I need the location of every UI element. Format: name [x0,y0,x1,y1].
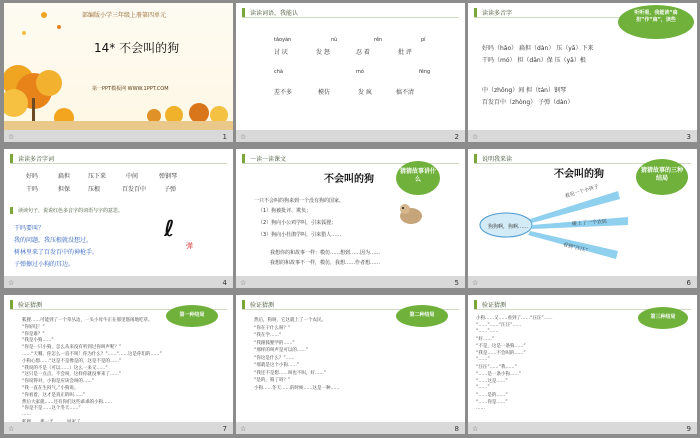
story-line: “你是谁？” [22,331,45,337]
slide-number: 8 [454,425,459,433]
divider [242,17,459,18]
story-line: 小狗心想……“这是不是像是的，这是不是的……” [22,358,122,364]
story-line: 狐狸……可能到了一个草丛边，一头小母牛正在那里悠闲地吃草。 [22,318,153,323]
slide-number: 6 [686,279,691,287]
slide-footer [468,130,697,142]
slide-number: 7 [222,425,227,433]
slide-thumbnail-3[interactable] [468,3,697,142]
story-line: “你好哇！” [22,324,45,330]
speech-bubble [396,305,448,327]
story-line: 然后大家就……还有你们这些乖乖的小狗…… [22,399,112,405]
slide-thumbnail-8[interactable] [236,295,465,434]
slide-number: 1 [222,133,227,141]
slide-footer [468,422,697,434]
star-icon: ☆ [8,279,15,287]
story-line: “你是一只小狗，怎么从来没有听到过你叫声呢？” [22,345,122,351]
story-line: “我在学……” [254,333,282,338]
calligraphy-char-icon: ℓ [164,217,175,242]
story-line: 小狗……又……看到了……“汪汪”…… [476,316,553,321]
story-line: （2）狗向小公鸡学叫，引来狐狸； [258,220,337,226]
slide-header: 读读词语，我能认 [242,8,298,17]
autumn-trees-illustration [4,3,233,142]
story-line: “我说的不是（可以……）这么一来又……” [22,365,108,371]
story-line: “……”……“汪汪”…… [476,323,522,328]
story-line: “我跟狐狸学的……” [254,340,295,346]
divider [10,163,227,164]
word: 中间 [126,173,139,180]
story-line: 然后，狗呀，它这就上了一个农民。 [254,318,326,323]
star-icon: ☆ [8,425,15,433]
story-line: …… [476,406,485,411]
story-line: “我一直在生闷气。”小狗说。 [22,386,79,391]
bubble-text: 第三种结局 [650,314,676,320]
pinyin: pí [421,37,426,43]
story-line: “我还不是想……叫也不叫，好……” [254,370,327,376]
star-icon: ☆ [472,133,479,141]
story-line: “……你是……” [476,400,508,405]
slide-header: 读读多音字词 [10,154,54,163]
story-line: ……“天哪，你怎么一直不叫！你为什么？”……“……这是你们的……” [22,352,162,357]
slide-footer [236,422,465,434]
story-line: “你这是什么？”…… [254,355,295,361]
story-line: “你说得对，小狗是应该会叫的……” [22,379,95,385]
bubble-text: 猜猜故事的三种结局 [640,167,683,182]
slide-number: 9 [686,425,691,433]
mindmap-branch: 碰上了一个农民 [571,218,608,228]
star-icon: ☆ [8,133,15,141]
star-icon: ☆ [240,279,247,287]
bubble-text: 听听看，我能读“扁担”作“扁”，读些 [634,10,678,23]
sentence: 树林里来了百发百中的神枪手。 [14,249,99,256]
story-line: 小狗……冬天……的时候……这是一种…… [254,385,340,391]
slide-footer [236,130,465,142]
slide-footer [4,130,233,142]
slide-header: 说明我来读 [474,154,512,163]
story-line: “不是，这是一条狗……” [476,344,526,349]
slide-thumbnail-9[interactable] [468,295,697,434]
word: 好吗 [26,173,39,180]
story-line: “你是不是……这个冬天……” [22,406,81,412]
story-line: 一只不会叫的狗来到一个没有狗的国家。 [254,198,345,204]
story-line: “好……” [476,337,495,342]
story-line: “是的，狗了吗？” [254,378,291,383]
slide-subheader: 读读句子，说说红色多音字的词语与字的意思。 [10,207,123,214]
story-line: “那样的叫声是可以的……” [254,348,309,353]
pinyin: tǎoyàn [274,37,292,43]
slide-header: 验证猜测 [474,300,506,309]
slide-thumbnail-6[interactable] [468,149,697,288]
story-line: “……” [476,357,490,362]
star-icon: ☆ [472,279,479,287]
slide-footer [4,422,233,434]
story-line: …… [22,412,31,418]
word: 子弹 [164,186,177,193]
slide-number: 4 [222,279,227,287]
word: 差不多 [274,89,293,96]
word: 干吗 [26,186,39,193]
slide-thumbnail-7[interactable] [4,295,233,434]
speech-bubble [638,307,688,329]
story-line: 我想你的和故事一样：模仿……想到……因为…… [270,250,381,256]
story-line: “……”…… [476,329,499,334]
speech-bubble [166,305,218,327]
slide-header: 验证猜测 [242,300,274,309]
slide-header: 验证猜测 [10,300,42,309]
dog-illustration [396,201,426,225]
slide-1-site: 第一PPT模板网 WWW.1PPT.COM [92,86,169,92]
sentence: 我的问题，我压根就没想过。 [14,237,93,244]
story-line: “我是……不会叫的……” [476,351,526,356]
word: 发 怒 [316,49,330,56]
slide-thumbnail-1[interactable] [4,3,233,142]
word: 百发百中 [122,186,147,193]
polyphone-line: 百发百中（zhòng） 子弹（dàn） [482,99,574,106]
story-line: “我是小狗……” [22,338,54,344]
slide-1-banner: 部编版小学三年级上册第四单元 [82,12,167,19]
slide-footer [468,276,697,288]
star-icon: ☆ [240,425,247,433]
story-line: “……” [476,385,490,390]
speech-bubble [618,5,694,39]
slide-footer [4,276,233,288]
sentence: 子弹擦过小狗的耳边。 [14,261,75,268]
word: 担保 [58,186,71,193]
pinyin: rěn [374,37,383,43]
word: 压根 [88,186,101,193]
pinyin: mó [356,69,364,75]
polyphone-line: 中（zhōng）间 担（tán）钢琴 [482,87,566,94]
slide-footer [236,276,465,288]
mindmap-center: 狗狗啊，狗啊…… [488,224,529,230]
story-line: 我想的和故事不一样，模仿，我想……作者想…… [270,260,381,266]
story-line: “你在干什么呀？” [254,325,291,331]
pinyin: chà [274,69,283,75]
bubble-text: 第二种结局 [409,312,435,318]
star-icon: ☆ [240,133,247,141]
pinyin: nù [331,37,338,43]
slide-thumbnail-5[interactable] [236,149,465,288]
story-line: “你看着，这才是真正的叫……” [22,392,86,398]
sentence: 干吗要叫？ [14,225,45,232]
word: 压下来 [88,173,107,180]
slide-title: 不会叫的狗 [324,174,374,185]
slide-1-title: 14* 不会叫的狗 [94,41,180,55]
story-line: （3）狗向小杜鹃学叫，引来猎人…… [258,232,342,238]
slide-number: 2 [454,133,459,141]
story-line: （1）狗被批评、欺负； [258,208,312,214]
mindmap-branch: 看见一个小孩子 [564,183,600,200]
slide-number: 5 [454,279,459,287]
slide-header: 一读一读课文 [242,154,286,163]
story-line: “……是一条小狗……” [476,372,522,377]
speech-bubble [396,161,440,195]
mindmap-branch: 看到“汪汪” [562,241,589,254]
highlight-char: 弹 [186,242,193,250]
word: 扁担 [58,173,71,180]
story-line: “汪汪”……“我……” [476,365,517,370]
bubble-text: 第一种结局 [179,312,205,318]
slide-thumbnail-2[interactable] [236,3,465,142]
story-line: “这只是一点点，不会叫，这样你就没事来了……” [22,372,122,378]
word: 发 疯 [358,89,372,96]
pinyin: fēng [419,69,431,75]
word: 搞不清 [396,89,415,96]
story-line: “……这是……” [476,379,508,384]
bubble-text: 猜猜故事讲什么 [400,168,437,183]
word: 忍 着 [356,49,370,56]
word: 讨 厌 [274,49,288,56]
story-line: “……是的……” [476,393,508,398]
polyphone-line: 干吗（mó） 担（dān）保 压（yā）根 [482,57,586,64]
story-line: “那就是这个小狗……” [254,363,300,368]
polyphone-line: 好吗（hǎo） 扁担（dàn） 压（yā）下来 [482,45,594,52]
slide-number: 3 [686,133,691,141]
slide-header: 读读多音字 [474,8,512,17]
star-icon: ☆ [472,425,479,433]
slide-title: 不会叫的狗 [554,169,604,180]
word: 批 评 [398,49,412,56]
word: 模仿 [318,89,331,96]
word: 弹钢琴 [159,173,178,180]
slide-thumbnail-4[interactable] [4,149,233,288]
